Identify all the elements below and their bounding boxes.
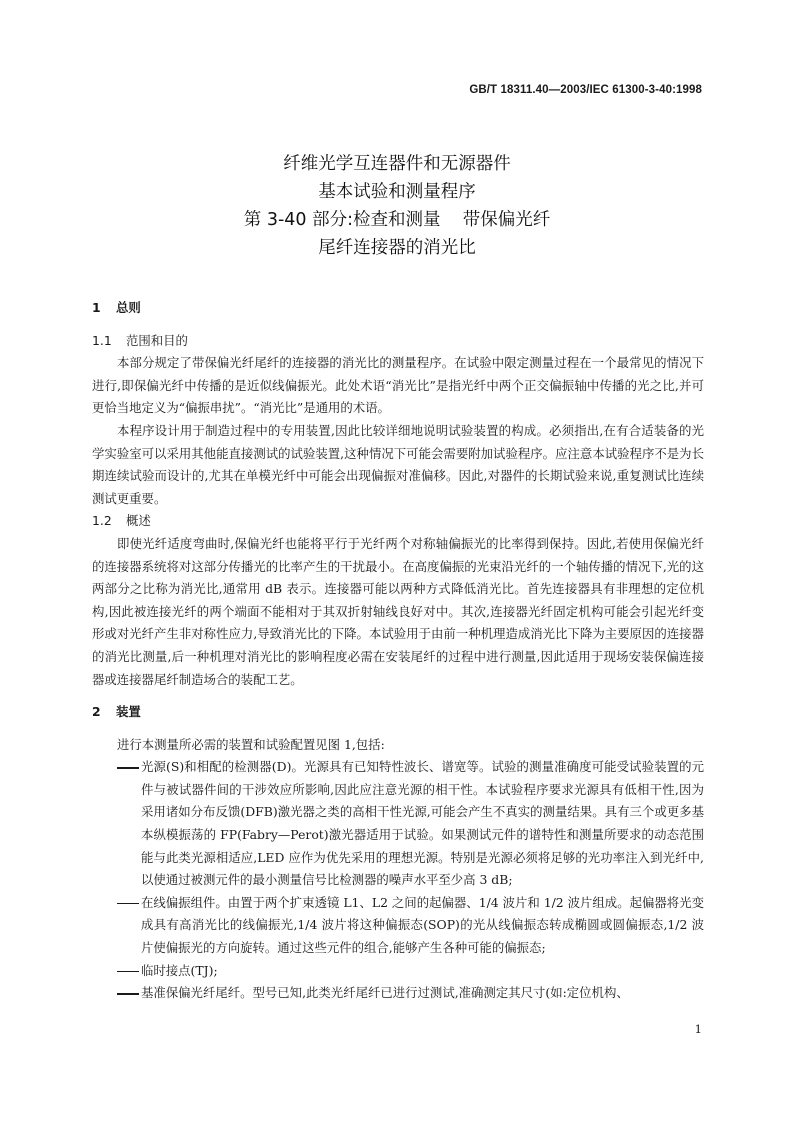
section-1-1-heading [92, 330, 704, 353]
list-item: 基准保偏光纤尾纤。型号已知,此类光纤尾纤已进行过测试,准确测定其尺寸(如:定位机构、 [92, 982, 704, 1005]
section-2-heading [92, 701, 704, 724]
section-number: 2 [92, 704, 101, 720]
section-1-heading [92, 297, 704, 320]
document-body [92, 297, 704, 1005]
title-line-3: 第 3-40 部分:检查和测量 带保偏光纤 [243, 210, 551, 230]
paragraph: 本部分规定了带保偏光纤尾纤的连接器的消光比的测量程序。在试验中限定测量过程在一个最常见的情况下进行,即保偏光纤中传播的是近似线偏振光。此处术语“消光比”是指光纤中两个正交偏振轴中传播的光之比,并可更恰当地定义为“偏振串扰”。“消光比”是通用的术语。 [92, 355, 704, 416]
paragraph: 本程序设计用于制造过程中的专用装置,因此比较详细地说明试验装置的构成。必须指出,在有合适装备的光学实验室可以采用其他能直接测试的试验装置,这种情况下可能会需要附加试验程序。应注意本试验程序不是为长期连续试验而设计的,尤其在单模光纤中可能会出现偏振对准偏移。因此,对器件的长期试验来说,重复测试比连续测试更重要。 [92, 422, 704, 506]
paragraph: 进行本测量所必需的装置和试验配置见图 1,包括: [117, 736, 385, 752]
list-item: 在线偏振组件。由置于两个扩束透镜 L1、L2 之间的起偏器、1/4 波片和 1/2 波片组成。起偏器将光变成具有高消光比的线偏振光,1/4 波片将这种偏振态(SOP)的光从线偏振态转成椭圆或圆偏振态,1/2 波片使偏振光的方向旋转。通过这些元件的组合,能够产生各种可能的偏振态; [92, 892, 704, 960]
document-title [0, 150, 794, 262]
equipment-list [92, 756, 704, 1005]
section-number: 1.1 [92, 332, 112, 348]
standard-number: GB/T 18311.40—2003/IEC 61300-3-40:1998 [469, 84, 702, 96]
section-number: 1.2 [92, 513, 112, 529]
list-item: 光源(S)和相配的检测器(D)。光源具有已知特性波长、谱宽等。试验的测量准确度可能受试验装置的元件与被试器件间的干涉效应所影响,因此应注意光源的相干性。本试验程序要求光源具有低相干性,因为采用诸如分布反馈(DFB)激光器之类的高相干性光源,可能会产生不真实的测量结果。具有三个或更多基本纵模振荡的 FP(Fabry—Perot)激光器适用于试验。如果测试元件的谱特性和测量所要求的动态范围能与此类光源相适应,LED 应作为优先采用的理想光源。特别是光源必须将足够的光功率注入到光纤中,以使通过被测元件的最小测量信号比检测器的噪声水平至少高 3 dB; [92, 756, 704, 892]
page-number: 1 [694, 1022, 702, 1036]
title-line-1: 纤维光学互连器件和无源器件 [283, 154, 511, 174]
section-1-2-heading [92, 510, 704, 533]
section-title: 概述 [126, 513, 151, 529]
list-item: 临时接点(TJ); [92, 960, 704, 983]
title-line-2: 基本试验和测量程序 [318, 182, 476, 202]
section-title: 总则 [116, 300, 141, 315]
section-title: 范围和目的 [126, 332, 188, 348]
title-line-4: 尾纤连接器的消光比 [318, 238, 476, 258]
section-number: 1 [92, 300, 101, 315]
section-title: 装置 [116, 704, 141, 720]
paragraph: 即使光纤适度弯曲时,保偏光纤也能将平行于光纤两个对称轴偏振光的比率得到保持。因此,若使用保偏光纤的连接器系统将对这部分传播光的比率产生的干扰最小。在高度偏振的光束沿光纤的一个轴传播的情况下,光的这两部分之比称为消光比,通常用 dB 表示。连接器可能以两种方式降低消光比。首先连接器具有非理想的定位机构,因此被连接光纤的两个端面不能相对于其双折射轴线良好对中。其次,连接器光纤固定机构可能会引起光纤变形或对光纤产生非对称性应力,导致消光比的下降。本试验用于由前一种机理造成消光比下降为主要原因的连接器的消光比测量,后一种机理对消光比的影响程度必需在安装尾纤的过程中进行测量,因此适用于现场安装保偏连接器或连接器尾纤制造场合的装配工艺。 [92, 535, 704, 687]
